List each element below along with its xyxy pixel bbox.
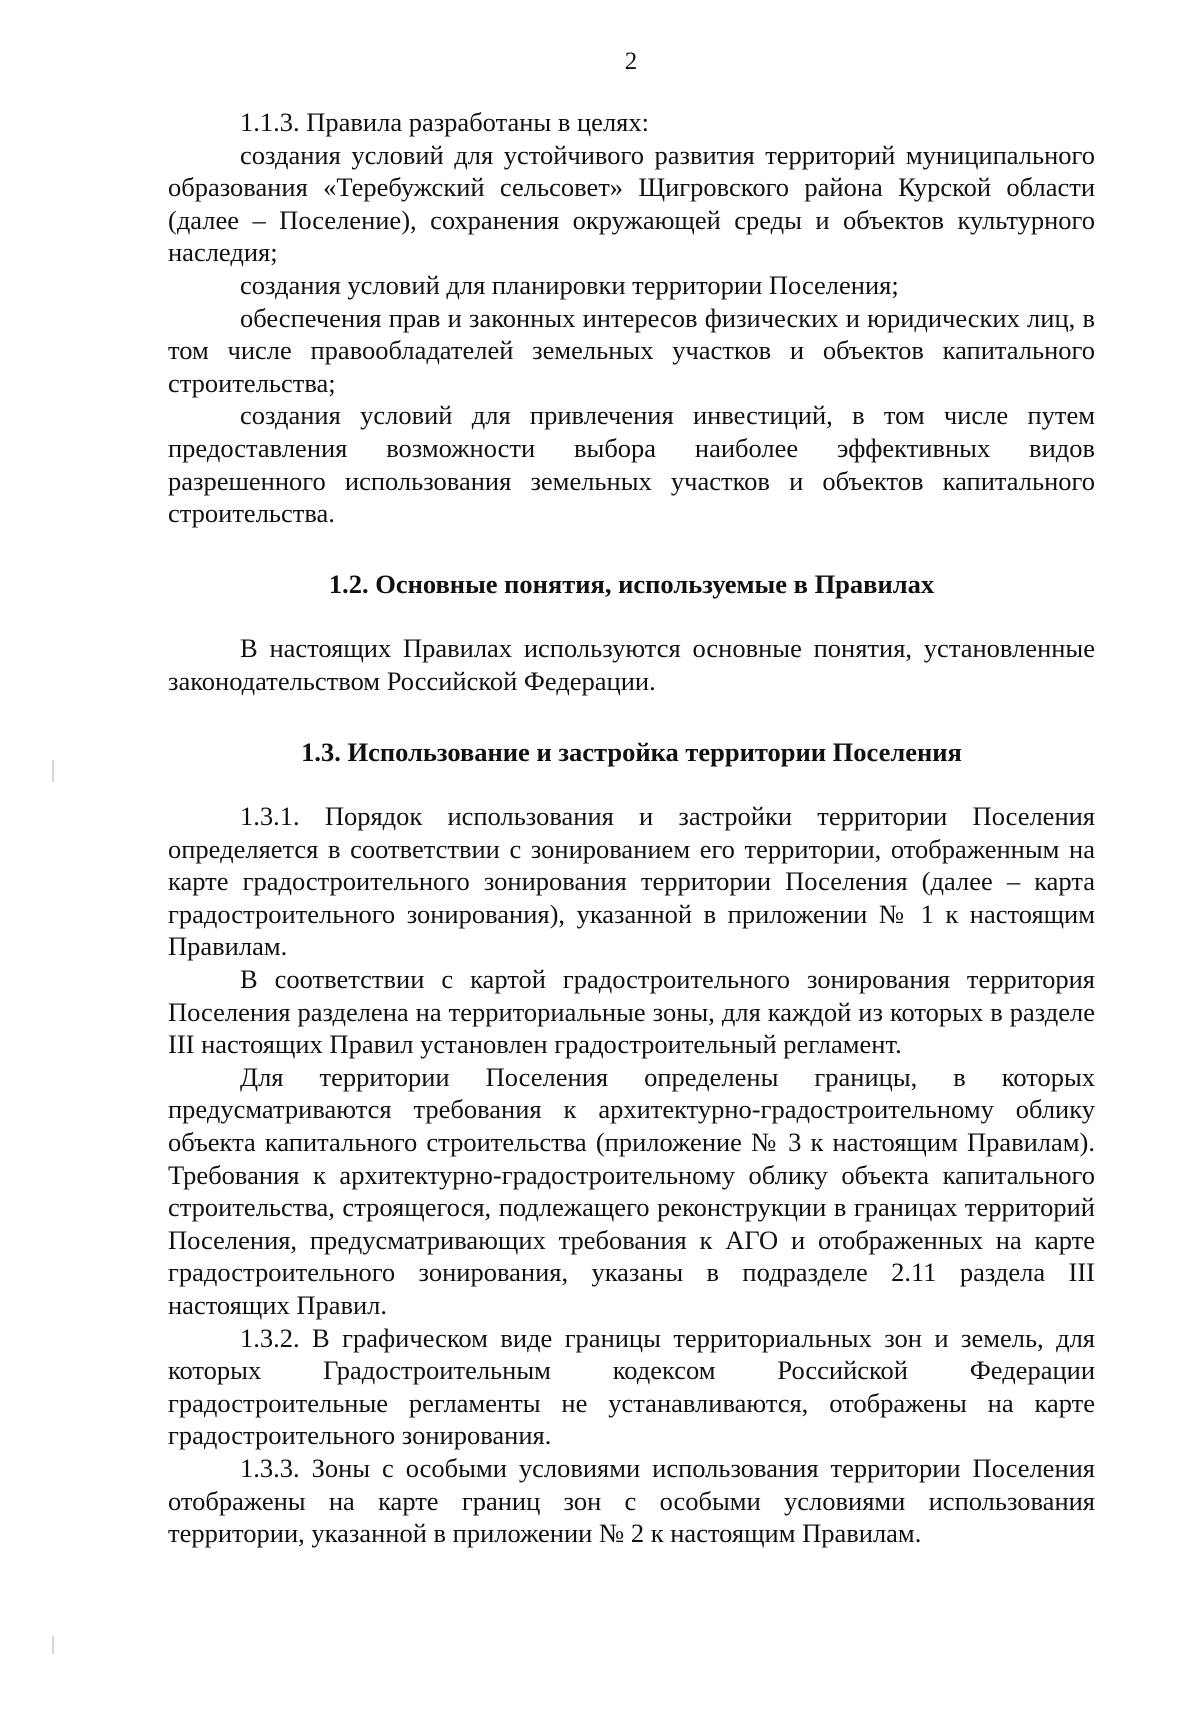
scan-artifact-mark: [52, 1636, 54, 1654]
paragraph-1-3-1: 1.3.1. Порядок использования и застройки территории Поселения определяется в соответствии с зонированием его территории, отображенным на карте градостроительного зонирования территории Поселения (далее – карта градостроительного зонирования), указанной в приложении № 1 к настоящим Правилам.: [168, 801, 1095, 962]
paragraph-territorial-zones: В соответствии с картой градостроительного зонирования территория Поселения разделена на территориальные зоны, для каждой из которых в разделе III настоящих Правил установлен градостроительный регламент.: [168, 964, 1095, 1060]
paragraph-1-2-definitions: В настоящих Правилах используются основные понятия, установленные законодательством Российской Федерации.: [168, 633, 1095, 696]
scan-artifact-mark: [52, 760, 54, 782]
spacer: [168, 600, 1095, 632]
document-body: [168, 106, 1095, 1550]
paragraph-goal-sustainable-development: создания условий для устойчивого развития территорий муниципального образования «Теребужский сельсовет» Щигровского района Курской области (далее – Поселение), сохранения окружающей среды и объектов культурного наследия;: [168, 139, 1095, 268]
section-heading-1-3: 1.3. Использование и застройка территории Поселения: [301, 736, 962, 767]
paragraph-1-3-3: 1.3.3. Зоны с особыми условиями использования территории Поселения отображены на карте границ зон с особыми условиями использования территории, указанной в приложении № 2 к настоящим Правилам.: [168, 1452, 1095, 1549]
paragraph-goal-planning: создания условий для планировки территории Поселения;: [240, 269, 899, 300]
spacer: [168, 530, 1095, 568]
paragraph-ago-requirements: Для территории Поселения определены границы, в которых предусматриваются требования к архитектурно-градостроительному облику объекта капитального строительства (приложение № 3 к настоящим Правилам). Требования к архитектурно-градостроительному облику объекта капитального строительства, строящегося, подлежащего реконструкции в границах территорий Поселения, предусматривающих требования к АГО и отображенных на карте градостроительного зонирования, указаны в подразделе 2.11 раздела III настоящих Правил.: [168, 1061, 1095, 1320]
spacer: [168, 698, 1095, 736]
paragraph-goal-investments: создания условий для привлечения инвестиций, в том числе путем предоставления возможности выбора наиболее эффективных видов разрешенного использования земельных участков и объектов капитального строительства.: [168, 400, 1095, 529]
spacer: [168, 768, 1095, 800]
paragraph-1-1-3-intro: 1.1.3. Правила разработаны в целях:: [240, 107, 649, 137]
paragraph-goal-rights: обеспечения прав и законных интересов физических и юридических лиц, в том числе правообладателей земельных участков и объектов капитального строительства;: [168, 302, 1095, 398]
paragraph-1-3-2: 1.3.2. В графическом виде границы территориальных зон и земель, для которых Градостроительным кодексом Российской Федерации градостроительные регламенты не устанавливаются, отображены на карте градостроительного зонирования.: [168, 1322, 1095, 1451]
page-number: 2: [624, 48, 638, 75]
section-heading-1-2: 1.2. Основные понятия, используемые в Правилах: [328, 568, 935, 599]
